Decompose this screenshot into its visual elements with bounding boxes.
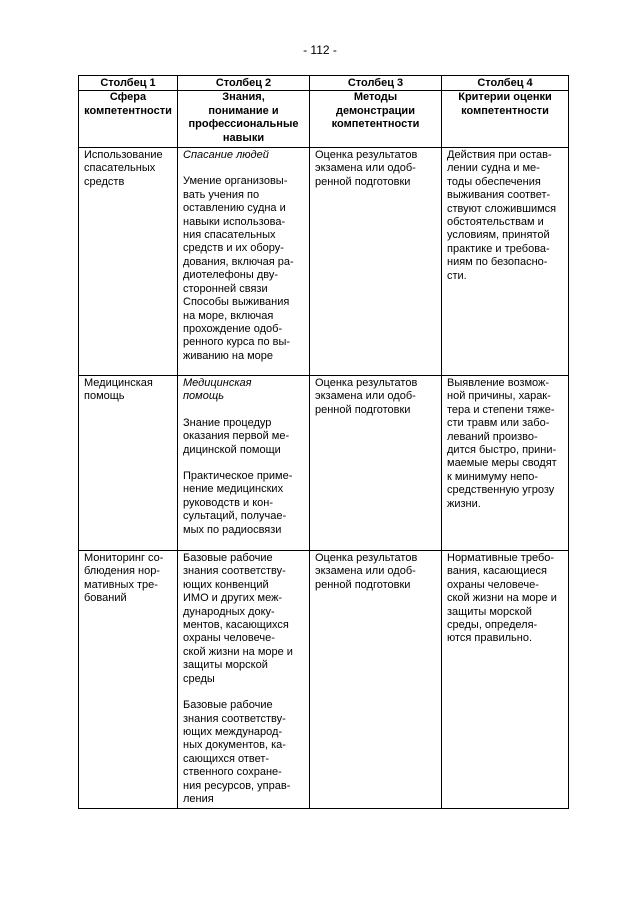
column-number-2: Столбец 2 — [178, 76, 310, 91]
criteria-cell: Выявление возмож- ной причины, харак- тера и степени тяже- сти травм или забо- леваний произво- дится быстро, прини- маемые меры сводят к минимуму непо- средственную угрозу жизни. — [442, 376, 569, 551]
area-cell: Мониторинг со- блюдения нор- мативных тре- бований — [79, 551, 178, 809]
knowledge-title: Спасание людей — [183, 149, 269, 162]
knowledge-cell — [178, 148, 310, 376]
knowledge-text: Базовые рабочие знания соответству- ющих международ- ных документов, ка- сающихся ответ- ственного сохране- ния ресурсов, управ- ления — [183, 699, 291, 805]
methods-cell: Оценка результатов экзамена или одоб- ренной подготовки — [310, 551, 442, 809]
column-number-3: Столбец 3 — [310, 76, 442, 91]
methods-cell: Оценка результатов экзамена или одоб- ренной подготовки — [310, 376, 442, 551]
knowledge-text: Базовые рабочие знания соответству- ющих конвенций ИМО и других меж- дународных доку- ментов, касающихся охраны человече- ской жизни на море и защиты морской среды — [183, 552, 293, 685]
column-header-area: Сфера компетентности — [79, 91, 178, 148]
column-header-knowledge: Знания, понимание и профессиональные навыки — [178, 91, 310, 148]
methods-cell: Оценка результатов экзамена или одоб- ренной подготовки — [310, 148, 442, 376]
knowledge-title: Медицинская помощь — [183, 377, 252, 403]
column-header-row — [79, 91, 569, 148]
table-row — [79, 376, 569, 551]
criteria-cell: Действия при остав- лении судна и ме- тоды обеспечения выживания соответ- ствуют сложившимся обстоятельствам и условиям, принятой практике и требова- ниям по безопасно- сти. — [442, 148, 569, 376]
knowledge-text: Практическое приме- нение медицинских руководств и кон- сультаций, получае- мых по радиосвязи — [183, 470, 293, 536]
page-number: - 112 - — [303, 43, 337, 57]
area-cell: Использование спасательных средств — [79, 148, 178, 376]
column-number-1: Столбец 1 — [79, 76, 178, 91]
column-header-criteria: Критерии оценки компетентности — [442, 91, 569, 148]
criteria-cell: Нормативные требо- вания, касающиеся охраны человече- ской жизни на море и защиты морской среды, определя- ются правильно. — [442, 551, 569, 809]
competence-table — [78, 75, 569, 809]
knowledge-text: Умение организовы- вать учения по оставлению судна и навыки использова- ния спасательных средств и их обору- дования, включая ра- диотелефоны дву- сторонней связи Способы выживания на море, включая прохождение одоб- ренного курса по вы- живанию на море — [183, 175, 294, 362]
table-row — [79, 148, 569, 376]
column-number-4: Столбец 4 — [442, 76, 569, 91]
knowledge-cell — [178, 376, 310, 551]
area-cell: Медицинская помощь — [79, 376, 178, 551]
knowledge-cell — [178, 551, 310, 809]
column-number-row — [79, 76, 569, 91]
table-row — [79, 551, 569, 809]
column-header-methods: Методы демонстрации компетентности — [310, 91, 442, 148]
knowledge-text: Знание процедур оказания первой ме- дицинской помощи — [183, 416, 290, 456]
